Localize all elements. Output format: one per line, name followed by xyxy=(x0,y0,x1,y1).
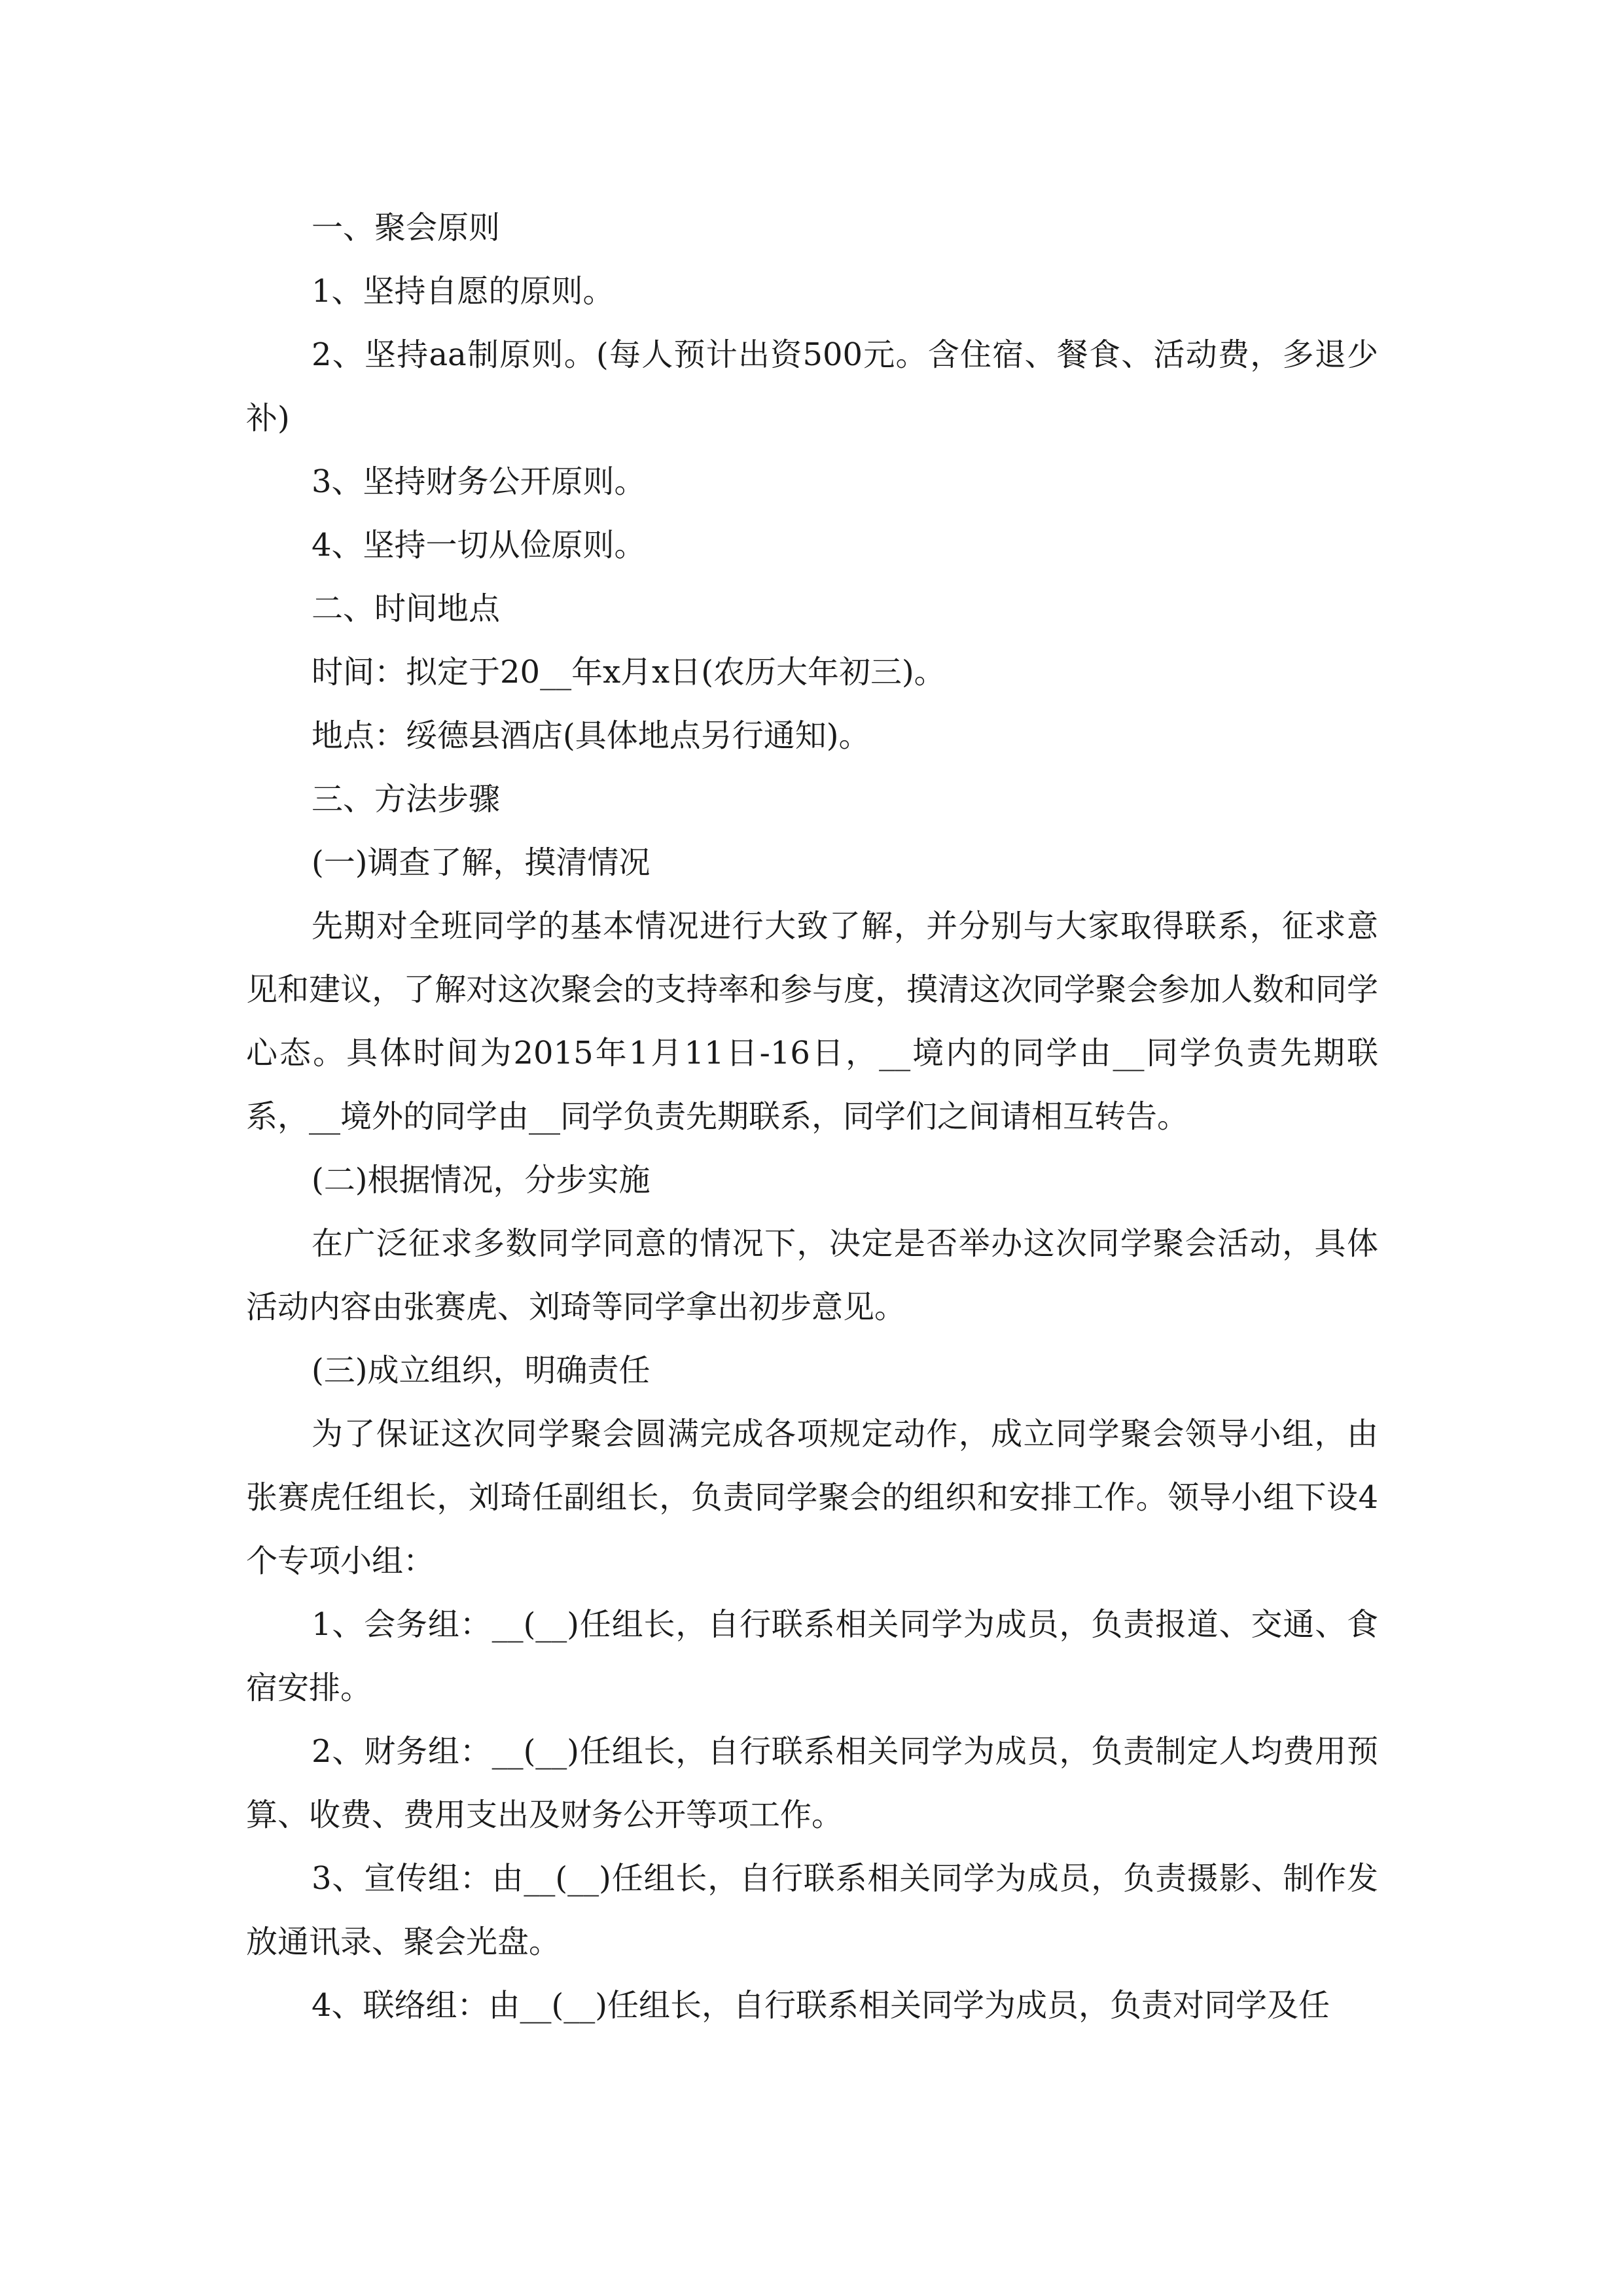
list-item: 3、坚持财务公开原则。 xyxy=(312,463,646,500)
body-paragraph: 在广泛征求多数同学同意的情况下，决定是否举办这次同学聚会活动，具体活动内容由张赛虎、刘琦等同学拿出初步意见。 xyxy=(246,1225,1378,1325)
body-paragraph: 为了保证这次同学聚会圆满完成各项规定动作，成立同学聚会领导小组，由张赛虎任组长，刘琦任副组长，负责同学聚会的组织和安排工作。领导小组下设4个专项小组： xyxy=(246,1416,1378,1579)
time-line: 时间：拟定于20__年x月x日(农历大年初三)。 xyxy=(312,654,946,691)
section-heading-steps: 三、方法步骤 xyxy=(312,781,501,817)
section-heading-principles: 一、聚会原则 xyxy=(312,209,501,246)
list-item: 2、财务组：__(__)任组长，自行联系相关同学为成员，负责制定人均费用预算、收费、费用支出及财务公开等项工作。 xyxy=(246,1733,1378,1833)
list-item: 2、坚持aa制原则。(每人预计出资500元。含住宿、餐食、活动费，多退少补) xyxy=(246,336,1378,437)
subheading: (一)调查了解，摸清情况 xyxy=(312,844,651,881)
place-line: 地点：绥德县酒店(具体地点另行通知)。 xyxy=(312,717,870,754)
list-item: 4、联络组：由__(__)任组长，自行联系相关同学为成员，负责对同学及任 xyxy=(312,1987,1330,2024)
list-item: 1、会务组：__(__)任组长，自行联系相关同学为成员，负责报道、交通、食宿安排。 xyxy=(246,1606,1378,1706)
body-paragraph: 先期对全班同学的基本情况进行大致了解，并分别与大家取得联系，征求意见和建议，了解对这次聚会的支持率和参与度，摸清这次同学聚会参加人数和同学心态。具体时间为2015年1月11日-16日，__境内的同学由__同学负责先期联系，__境外的同学由__同学负责先期联系，同学们之间请相互转告。 xyxy=(246,908,1378,1135)
subheading: (二)根据情况，分步实施 xyxy=(312,1162,651,1198)
subheading: (三)成立组织，明确责任 xyxy=(312,1352,651,1389)
list-item: 4、坚持一切从俭原则。 xyxy=(312,527,646,564)
document-body xyxy=(246,196,1378,2037)
list-item: 3、宣传组：由__(__)任组长，自行联系相关同学为成员，负责摄影、制作发放通讯录、聚会光盘。 xyxy=(246,1860,1378,1960)
list-item: 1、坚持自愿的原则。 xyxy=(312,273,615,310)
section-heading-time-place: 二、时间地点 xyxy=(312,590,501,627)
